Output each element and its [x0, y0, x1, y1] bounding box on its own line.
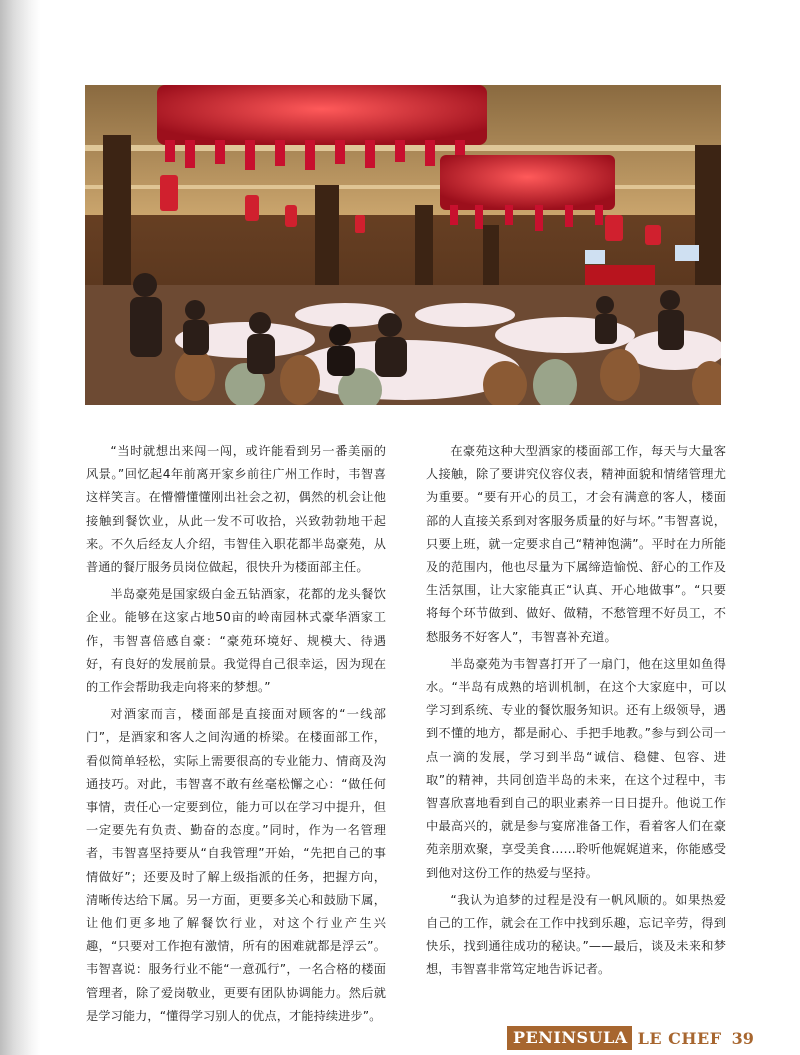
article-paragraph: 半岛豪苑是国家级白金五钻酒家，花都的龙头餐饮企业。能够在这家占地50亩的岭南园林式豪华酒家工作，韦智喜倍感自豪：“豪苑环境好、规模大、待遇好，有良好的发展前景。我觉得自己很幸运，因为现在的工作会帮助我走向将来的梦想。”	[86, 587, 386, 695]
page-gutter-shadow	[0, 0, 40, 1055]
page-number: 39	[731, 1028, 754, 1048]
article-paragraph: 半岛豪苑为韦智喜打开了一扇门，他在这里如鱼得水。“半岛有成熟的培训机制，在这个大家庭中，可以学习到系统、专业的餐饮服务知识。还有上级领导，遇到不懂的地方，都是耐心、手把手地教。”参与到公司一点一滴的发展，学习到半岛“诚信、稳健、包容、进取”的精神，共同创造半岛的未来，在这个过程中，韦智喜欣喜地看到自己的职业素养一日日提升。他说工作中最高兴的，就是参与宴席准备工作，看着客人们在豪苑亲朋欢聚，享受美食……聆听他娓娓道来，你能感受到他对这份工作的热爱与坚持。	[426, 656, 726, 880]
article-paragraph: “我认为追梦的过程是没有一帆风顺的。如果热爱自己的工作，就会在工作中找到乐趣，忘记辛劳，得到快乐，找到通往成功的秘诀。”——最后，谈及未来和梦想，韦智喜非常笃定地告诉记者。	[426, 892, 726, 977]
banquet-hall-illustration	[85, 85, 721, 405]
page-footer	[507, 1026, 754, 1050]
article-paragraph: 在豪苑这种大型酒家的楼面部工作，每天与大量客人接触，除了要讲究仪容仪表，精神面貌和情绪管理尤为重要。“要有开心的员工，才会有满意的客人，楼面部的人直接关系到对客服务质量的好与坏。”韦智喜说，只要上班，就一定要求自己“精神饱满”。平时在力所能及的范围内，他也尽量为下属缔造愉悦、舒心的工作及生活氛围，让大家能真正“认真、开心地做事”。“只要将每个环节做到、做好、做精，不愁管理不好员工，不愁服务不好客人”，韦智喜补充道。	[426, 444, 726, 644]
article-paragraph: 对酒家而言，楼面部是直接面对顾客的“一线部门”，是酒家和客人之间沟通的桥梁。在楼面部工作，看似简单轻松，实际上需要很高的专业能力、情商及沟通技巧。对此，韦智喜不敢有丝毫松懈之心：“做任何事情，责任心一定要到位，能力可以在学习中提升，但一定要先有负责、勤奋的态度。”同时，作为一名管理者，韦智喜坚持要从“自我管理”开始，“先把自己的事情做好”；还要及时了解上级指派的任务，把握方向，清晰传达给下属。另一方面，更要多关心和鼓励下属，让他们更多地了解餐饮行业，对这个行业产生兴趣，“只要对工作抱有激情，所有的困难就都是浮云”。韦智喜说：服务行业不能“一意孤行”，一名合格的楼面管理者，除了爱岗敬业，更要有团队协调能力。然后就是学习能力，“懂得学习别人的优点，才能持续进步”。	[86, 707, 386, 1023]
article-left-column	[86, 440, 386, 1032]
article-right-column	[426, 440, 726, 986]
article-paragraph: “当时就想出来闯一闯，或许能看到另一番美丽的风景。”回忆起4年前离开家乡前往广州工作时，韦智喜这样笑言。在懵懵懂懂刚出社会之初，偶然的机会让他接触到餐饮业，从此一发不可收拾，兴致勃勃地干起来。不久后经友人介绍，韦智佳入职花都半岛豪苑，从普通的餐厅服务员岗位做起，很快升为楼面部主任。	[86, 444, 386, 575]
magazine-subtitle: LE CHEF	[637, 1028, 722, 1048]
magazine-brand: PENINSULA	[507, 1026, 632, 1050]
banquet-hall-photo	[85, 85, 721, 405]
